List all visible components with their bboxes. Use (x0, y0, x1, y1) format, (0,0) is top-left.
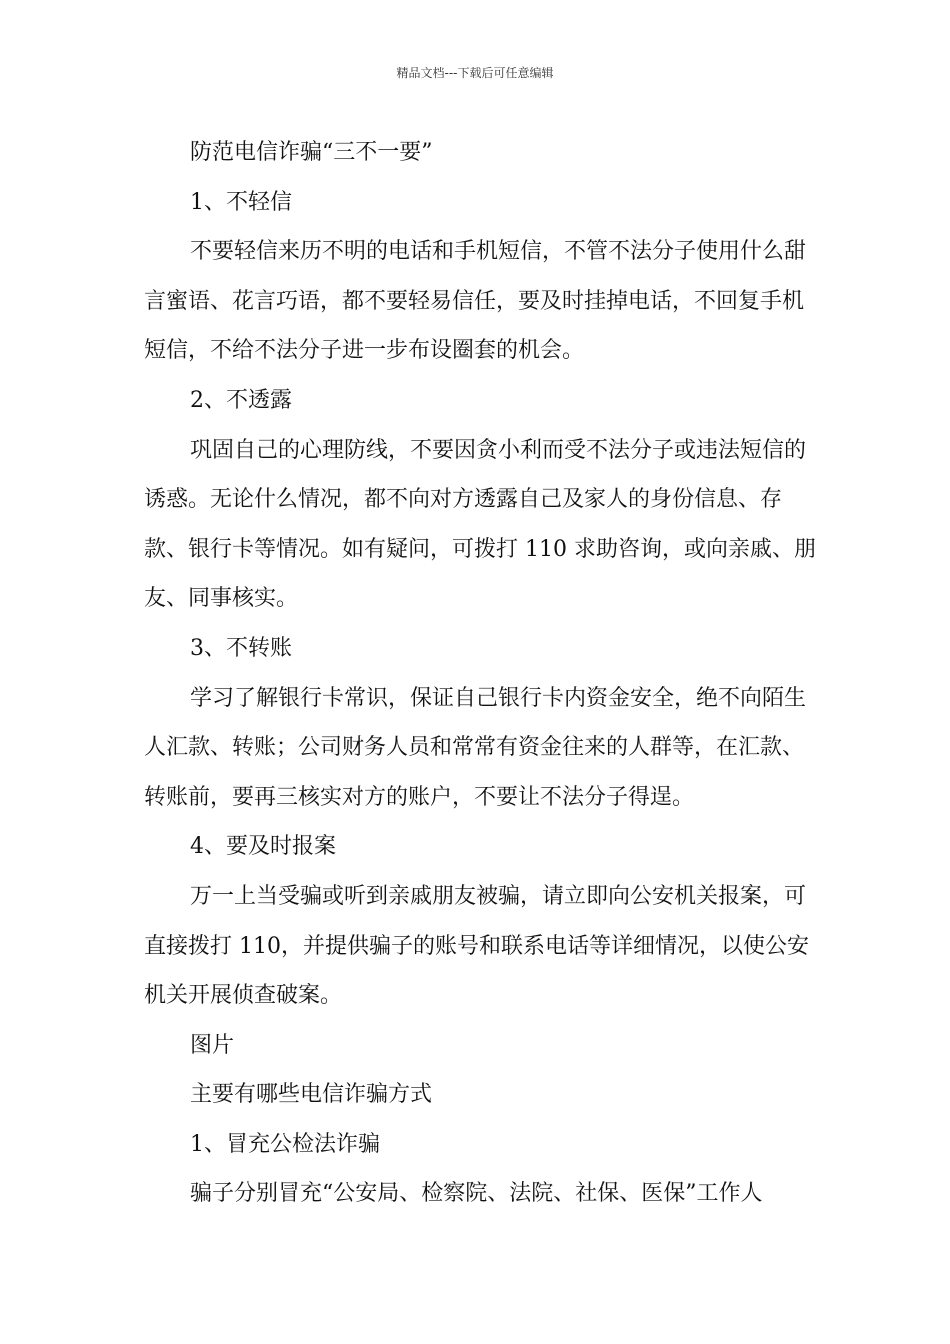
document-body (144, 128, 824, 1219)
body-paragraph: 巩固自己的心理防线，不要因贪小利而受不法分子或违法短信的诱惑。无论什么情况，都不向对方透露自己及家人的身份信息、存款、银行卡等情况。如有疑问，可拨打 110 求助咨询，或向亲戚、朋友、同事核实。 (144, 437, 816, 612)
body-paragraph: 不要轻信来历不明的电话和手机短信，不管不法分子使用什么甜言蜜语、花言巧语，都不要轻易信任，要及时挂掉电话，不回复手机短信，不给不法分子进一步布设圈套的机会。 (144, 239, 807, 364)
body-paragraph: 骗子分别冒充“公安局、检察院、法院、社保、医保”工作人 (190, 1181, 763, 1207)
document-title: 防范电信诈骗“三不一要” (190, 140, 433, 165)
image-placeholder-label: 图片 (190, 1032, 235, 1058)
section-title: 主要有哪些电信诈骗方式 (190, 1082, 433, 1108)
section-heading-4: 4、要及时报案 (190, 834, 336, 860)
section-heading-1: 1、不轻信 (190, 189, 292, 215)
page-header: 精品文档---下载后可任意编辑 (396, 66, 554, 80)
section-heading-2: 2、不透露 (190, 387, 292, 413)
section-heading-5: 1、冒充公检法诈骗 (190, 1131, 380, 1157)
body-paragraph: 万一上当受骗或听到亲戚朋友被骗，请立即向公安机关报案，可直接拨打 110，并提供骗子的账号和联系电话等详细情况，以使公安机关开展侦查破案。 (144, 883, 809, 1009)
body-paragraph: 学习了解银行卡常识，保证自己银行卡内资金安全，绝不向陌生人汇款、转账；公司财务人员和常常有资金往来的人群等，在汇款、转账前，要再三核实对方的账户，不要让不法分子得逞。 (144, 685, 807, 810)
section-heading-3: 3、不转账 (190, 635, 292, 661)
